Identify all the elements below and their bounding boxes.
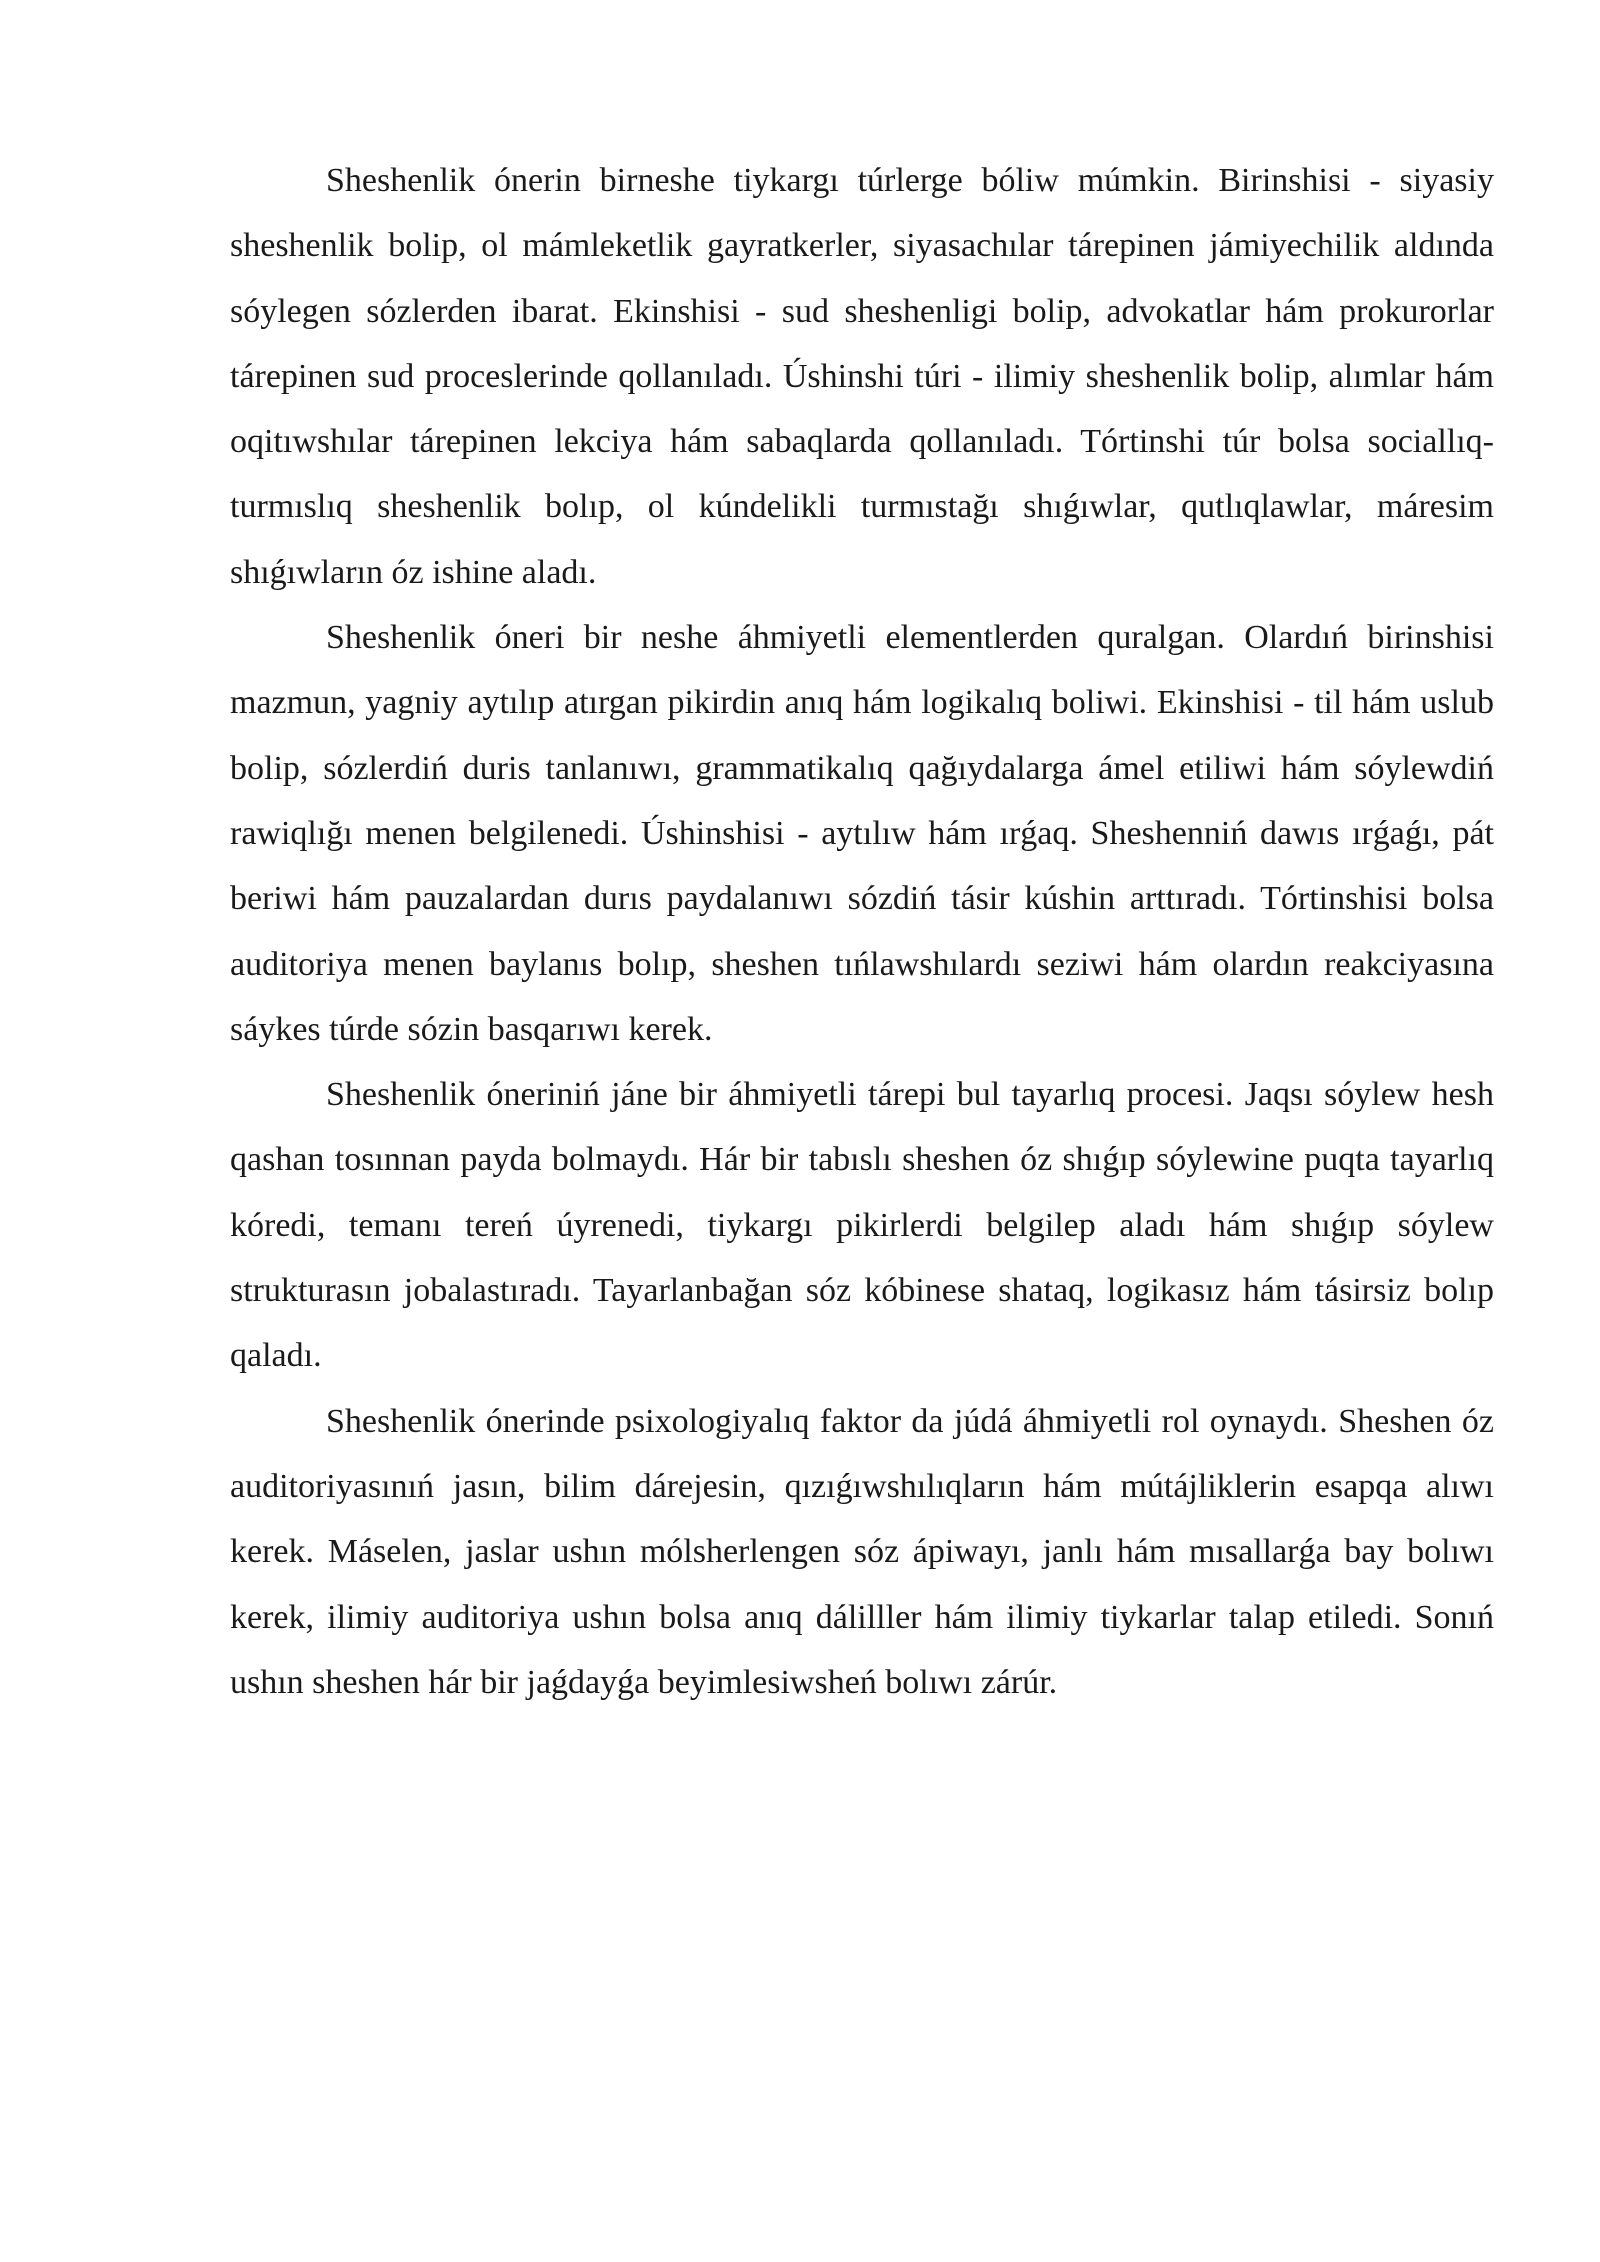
paragraph-psychology: Sheshenlik ónerinde psixologiyalıq faktor da júdá áhmiyetli rol oynaydı. Sheshen óz auditoriyasınıń jasın, bilim dárejesin, qızıǵıwshılıqların hám mútájliklerin esapqa alıwı kerek. Máselen, jaslar ushın mólsherlengen sóz ápiwayı, janlı hám mısallarǵa bay bolıwı kerek, ilimiy auditoriya ushın bolsa anıq dálilller hám ilimiy tiykarlar talap etiledi. Sonıń ushın sheshen hár bir jaǵdayǵa beyimlesiwsheń bolıwı zárúr. xyxy=(230,1402,1494,1701)
paragraph-speech-types: Sheshenlik ónerin birneshe tiykargı túrlerge bóliw múmkin. Birinshisi - siyasiy sheshenlik bolip, ol mámleketlik gayratkerler, siyasachılar tárepinen jámiyechilik aldında sóylegen sózlerden ibarat. Ekinshisi - sud sheshenligi bolip, advokatlar hám prokurorlar tárepinen sud proceslerinde qollanıladı. Úshinshi túri - ilimiy sheshenlik bolip, alımlar hám oqitıwshılar tárepinen lekciya hám sabaqlarda qollanıladı. Tórtinshi túr bolsa sociallıq-turmıslıq sheshenlik bolıp, ol kúndelikli turmıstağı shıǵıwlar, qutlıqlawlar, máresim shıǵıwların óz ishine aladı. xyxy=(230,162,1494,591)
paragraph-preparation: Sheshenlik óneriniń jáne bir áhmiyetli tárepi bul tayarlıq procesi. Jaqsı sóylew hesh qashan tosınnan payda bolmaydı. Hár bir tabıslı sheshen óz shıǵıp sóylewine puqta tayarlıq kóredi, temanı tereń úyrenedi, tiykargı pikirlerdi belgilep aladı hám shıǵıp sóylew strukturasın jobalastıradı. Tayarlanbağan sóz kóbinese shataq, logikasız hám tásirsiz bolıp qaladı. xyxy=(230,1076,1494,1375)
paragraph-speech-elements: Sheshenlik óneri bir neshe áhmiyetli elementlerden quralgan. Olardıń birinshisi mazmun, yagniy aytılıp atırgan pikirdin anıq hám logikalıq boliwi. Ekinshisi - til hám uslub bolip, sózlerdiń duris tanlanıwı, grammatikalıq qağıydalarga ámel etiliwi hám sóylewdiń rawiqlığı menen belgilenedi. Úshinshisi - aytılıw hám ırǵaq. Sheshenniń dawıs ırǵaǵı, pát beriwi hám pauzalardan durıs paydalanıwı sózdiń tásir kúshin arttıradı. Tórtinshisi bolsa auditoriya menen baylanıs bolıp, sheshen tıńlawshılardı seziwi hám olardın reakciyasına sáykes túrde sózin basqarıwı kerek. xyxy=(230,619,1494,1048)
document-body xyxy=(230,148,1494,1715)
